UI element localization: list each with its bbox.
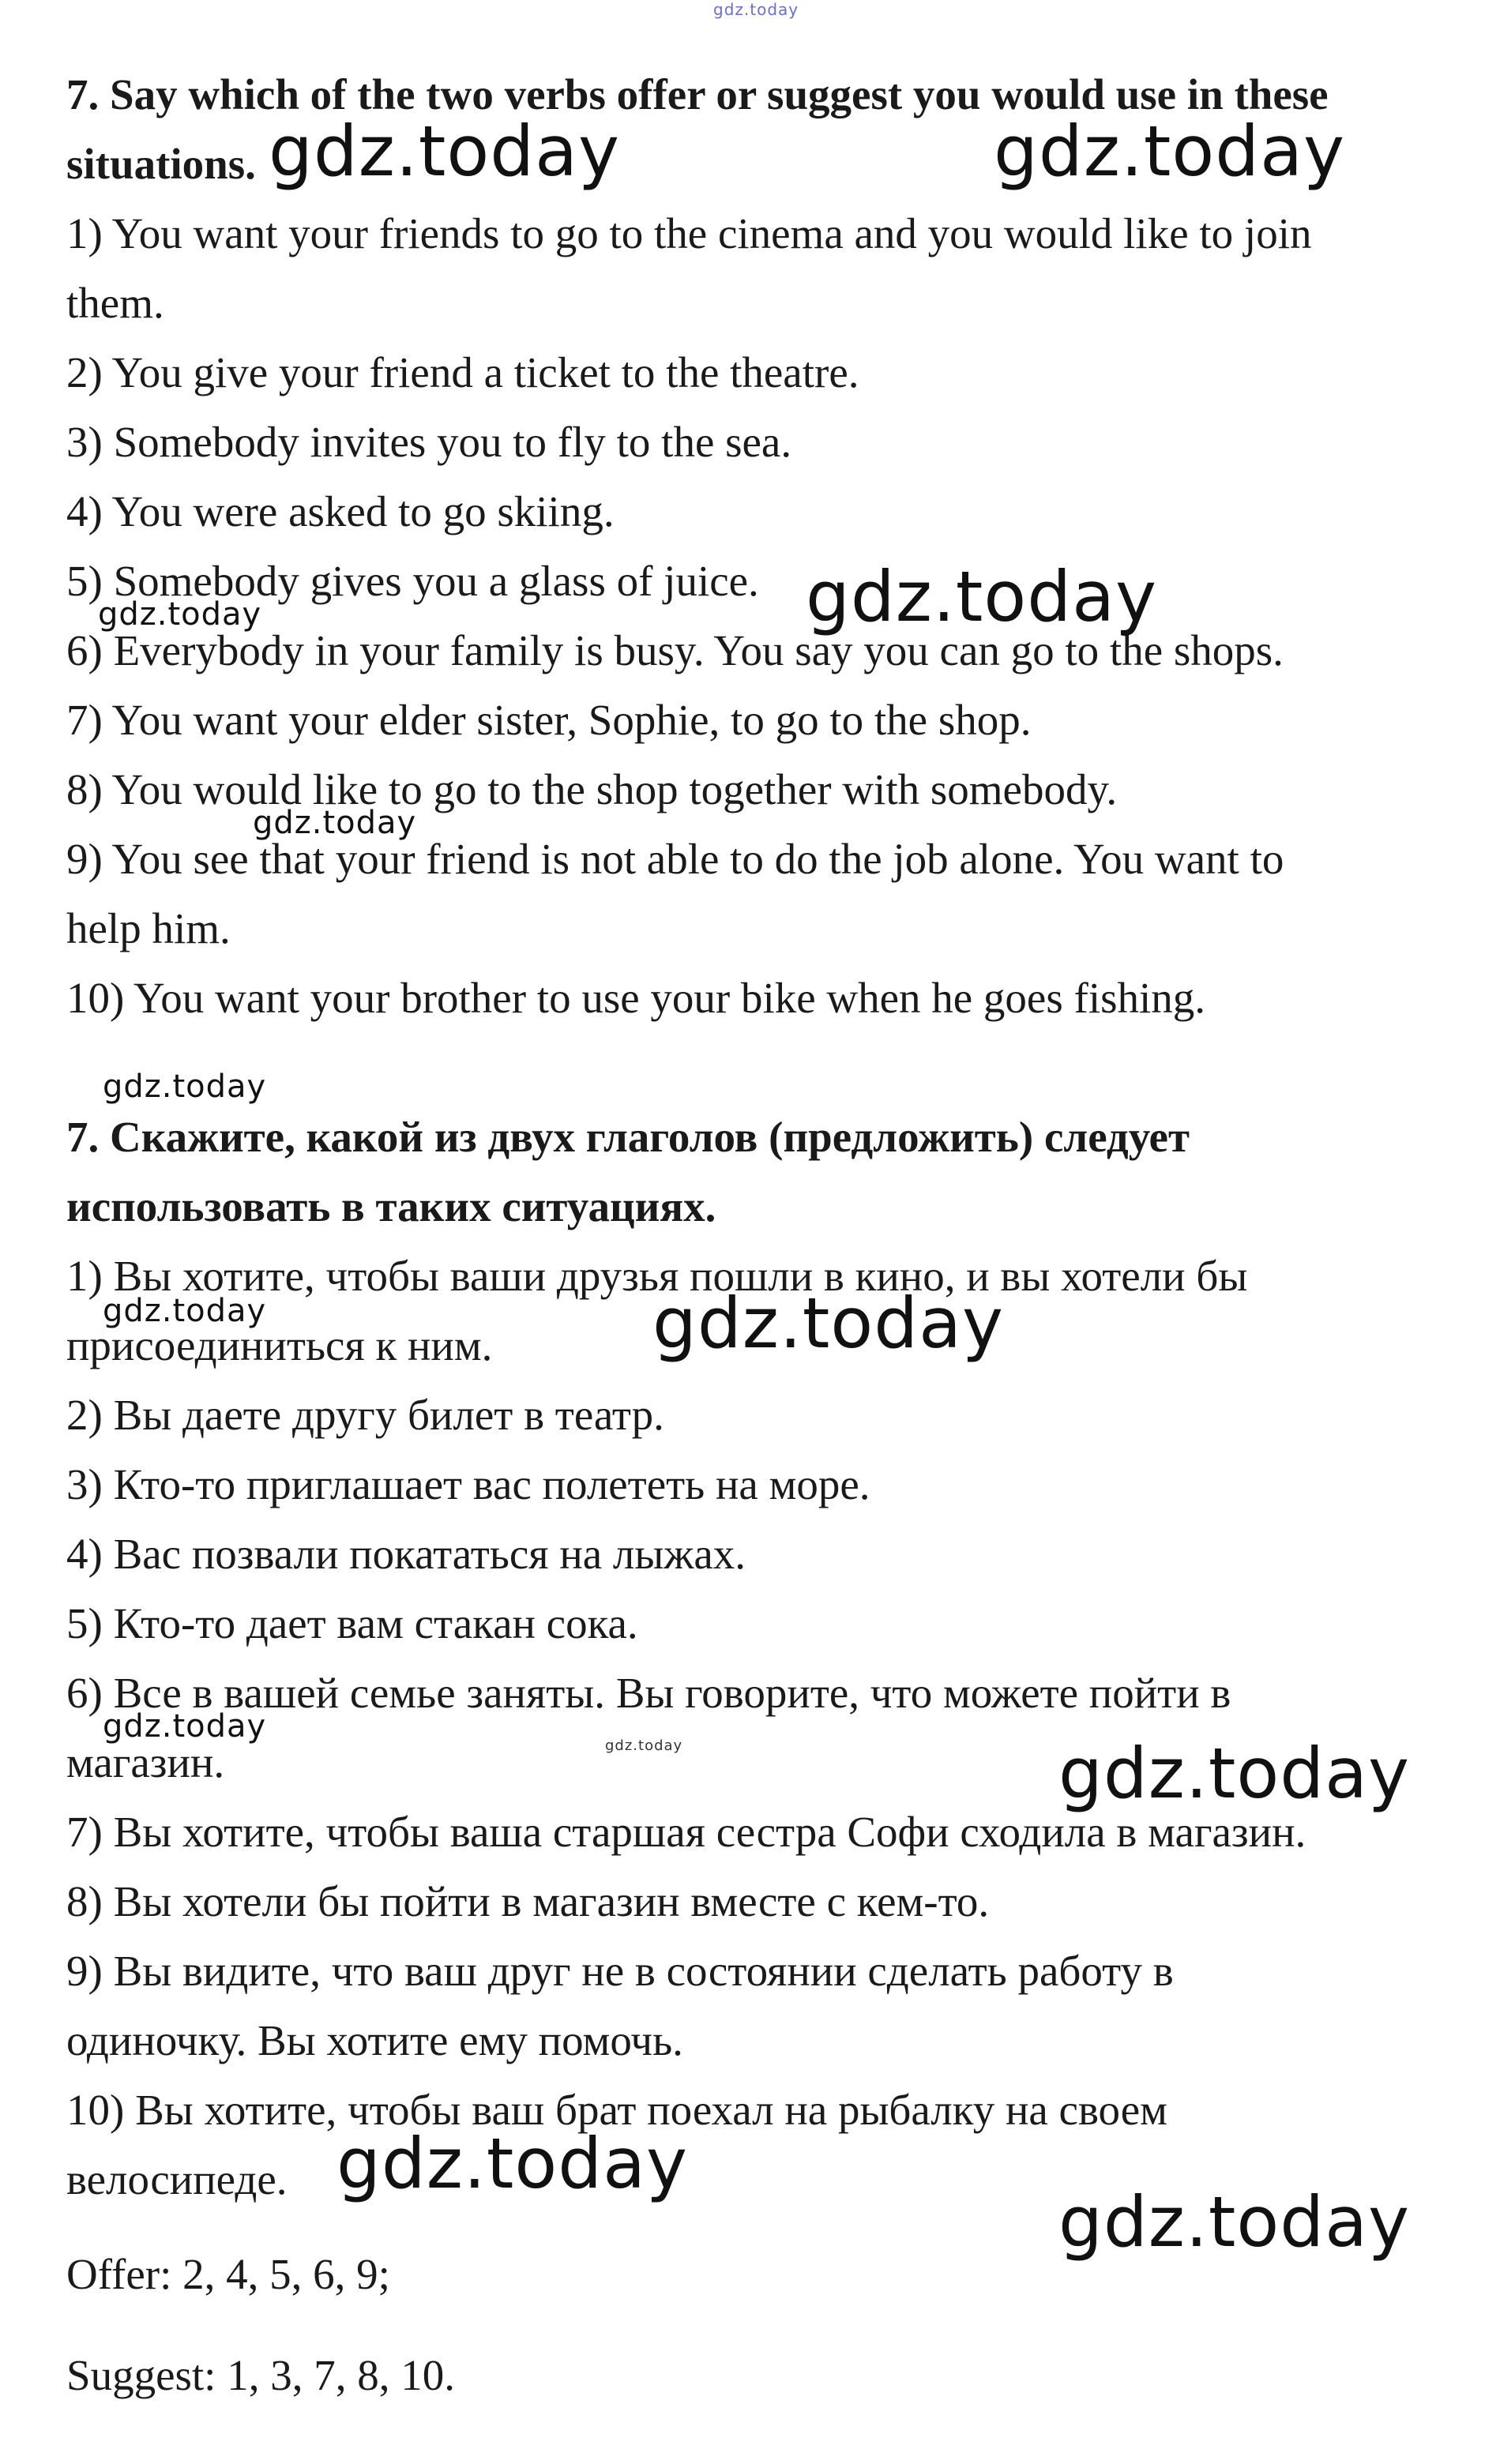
russian-heading-line-1: 7. Скажите, какой из двух глаголов (предложить) следует <box>66 1113 1190 1161</box>
watermark-text: gdz.today <box>806 556 1158 637</box>
russian-line: велосипеде. <box>66 2155 288 2203</box>
russian-line: 9) Вы видите, что ваш друг не в состоянии сделать работу в <box>66 1947 1174 1995</box>
english-line: 8) You would like to go to the shop together with somebody. <box>66 765 1118 813</box>
english-line: 7) You want your elder sister, Sophie, to go to the shop. <box>66 696 1032 744</box>
watermark-text: gdz.today <box>98 596 262 633</box>
english-heading-line-2: situations. <box>66 140 256 188</box>
russian-line: 3) Кто-то приглашает вас полететь на море. <box>66 1460 870 1508</box>
russian-line: 6) Все в вашей семье заняты. Вы говорите, что можете пойти в <box>66 1669 1231 1717</box>
english-line: 6) Everybody in your family is busy. You say you can go to the shops. <box>66 626 1284 674</box>
top-watermark: gdz.today <box>713 0 799 19</box>
russian-line: 1) Вы хотите, чтобы ваши друзья пошли в кино, и вы хотели бы <box>66 1252 1248 1300</box>
russian-line: 8) Вы хотели бы пойти в магазин вместе с кем-то. <box>66 1877 990 1925</box>
watermark-text: gdz.today <box>269 111 621 192</box>
russian-line: магазин. <box>66 1738 225 1786</box>
russian-line: 7) Вы хотите, чтобы ваша старшая сестра Софи сходила в магазин. <box>66 1808 1306 1856</box>
watermark-text: gdz.today <box>103 1069 267 1105</box>
watermark-text: gdz.today <box>253 805 417 841</box>
english-line: help him. <box>66 904 231 952</box>
russian-line: 5) Кто-то дает вам стакан сока. <box>66 1599 638 1647</box>
russian-line: одиночку. Вы хотите ему помочь. <box>66 2016 683 2064</box>
russian-line: присоединиться к ним. <box>66 1321 493 1369</box>
english-line: 9) You see that your friend is not able to do the job alone. You want to <box>66 835 1284 883</box>
watermark-text: gdz.today <box>652 1283 1005 1364</box>
watermark-text: gdz.today <box>103 1293 267 1329</box>
russian-line: 10) Вы хотите, чтобы ваш брат поехал на рыбалку на своем <box>66 2086 1167 2134</box>
watermark-text: gdz.today <box>1058 1733 1411 1814</box>
watermark-text: gdz.today <box>605 1737 683 1754</box>
english-line: them. <box>66 279 164 327</box>
english-line: 3) Somebody invites you to fly to the sea. <box>66 418 792 466</box>
english-heading-line-1: 7. Say which of the two verbs offer or suggest you would use in these <box>66 70 1329 118</box>
russian-line: 4) Вас позвали покататься на лыжах. <box>66 1530 746 1578</box>
english-line: 2) You give your friend a ticket to the theatre. <box>66 348 859 396</box>
watermark-text: gdz.today <box>336 2123 689 2204</box>
watermark-text: gdz.today <box>103 1708 267 1745</box>
answer-suggest: Suggest: 1, 3, 7, 8, 10. <box>66 2351 455 2399</box>
watermark-text: gdz.today <box>1058 2181 1411 2263</box>
answer-offer: Offer: 2, 4, 5, 6, 9; <box>66 2250 390 2298</box>
russian-heading-line-2: использовать в таких ситуациях. <box>66 1182 716 1230</box>
english-line: 4) You were asked to go skiing. <box>66 487 615 535</box>
russian-line: 2) Вы даете другу билет в театр. <box>66 1391 664 1439</box>
english-line: 1) You want your friends to go to the cinema and you would like to join <box>66 209 1312 257</box>
watermark-text: gdz.today <box>994 111 1346 192</box>
english-line: 5) Somebody gives you a glass of juice. <box>66 557 759 605</box>
english-line: 10) You want your brother to use your bike when he goes fishing. <box>66 974 1206 1022</box>
